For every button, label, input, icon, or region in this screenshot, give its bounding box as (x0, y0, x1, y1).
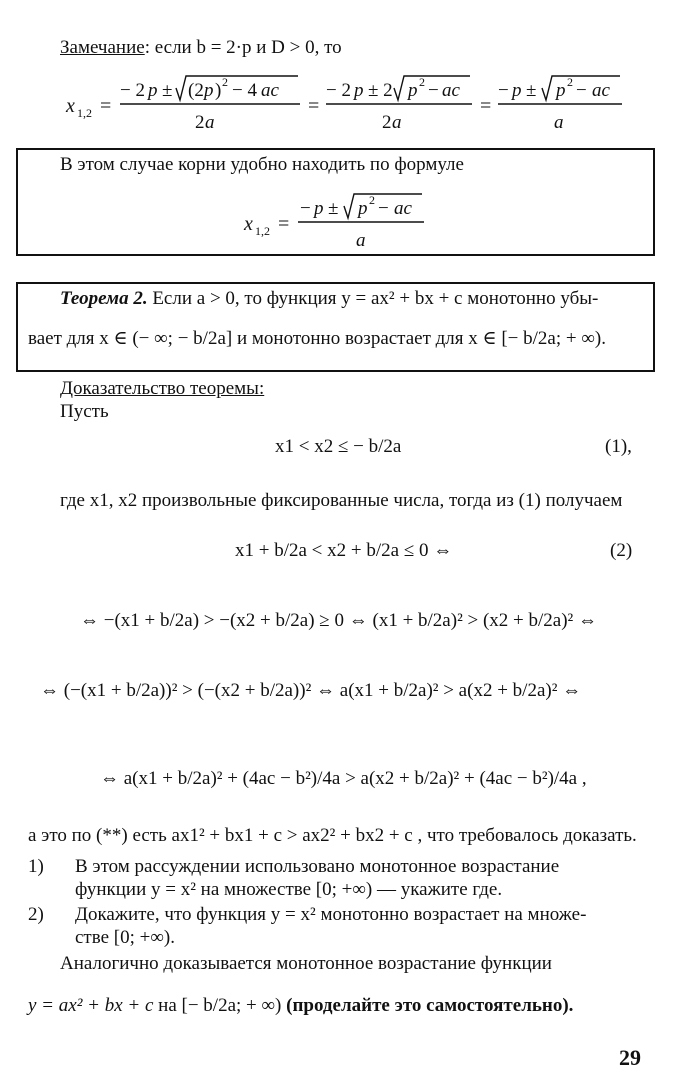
svg-text:−: − (300, 198, 311, 219)
task-2-line-2: стве [0; +∞). (75, 927, 175, 948)
proof-heading: Доказательство теоремы: (60, 378, 265, 399)
equation-2: x1 + b/2a < x2 + b/2a ≤ 0 ⇔ (235, 540, 453, 561)
svg-text:−: − (498, 80, 509, 101)
svg-text:p: p (204, 80, 214, 101)
svg-text:− 2: − 2 (120, 80, 145, 101)
svg-text:−: − (428, 80, 439, 101)
theorem-line2b: и монотонно возрастает для x ∈ [− b/2a; + ∞). (232, 328, 606, 349)
svg-text:p: p (354, 80, 364, 101)
theorem-line-1 (60, 288, 598, 310)
svg-text:− 2: − 2 (326, 80, 351, 101)
proof-where: где x1, x2 произвольные фиксированные числа, тогда из (1) получаем (60, 490, 623, 511)
svg-text:(2: (2 (188, 80, 204, 101)
task-1-line-2: функции y = x² на множестве [0; +∞) — укажите где. (75, 879, 503, 900)
svg-text:2: 2 (419, 75, 425, 89)
similarly-function: y = ax² + bx + c (28, 995, 154, 1016)
task-1-line-1: В этом рассуждении использовано монотонное возрастание (75, 856, 560, 877)
svg-text:2: 2 (369, 193, 375, 207)
svg-text:±: ± (162, 80, 173, 101)
svg-text:p: p (556, 80, 566, 101)
theorem-line1-text: Если a > 0, то функция y = ax² + bx + c монотонно убы- (147, 288, 599, 309)
svg-text:−: − (576, 80, 587, 101)
similarly-line-2 (28, 995, 573, 1017)
theorem-line-2 (28, 328, 606, 350)
svg-text:p: p (148, 80, 158, 101)
svg-text:±: ± (328, 198, 339, 219)
similarly-line-1: Аналогично доказывается монотонное возрастание функции (60, 953, 552, 974)
chain-1: ⇔ −(x1 + b/2a) > −(x2 + b/2a) ≥ 0 ⇔ (x1 + b/2a)² > (x2 + b/2a)² ⇔ (80, 610, 598, 631)
svg-text:x: x (66, 95, 75, 117)
svg-text:=: = (308, 95, 320, 117)
svg-text:2: 2 (382, 112, 392, 133)
svg-text:p: p (314, 198, 324, 219)
task-1-number: 1) (28, 856, 44, 877)
proof-conclusion: а это по (**) есть ax1² + bx1 + c > ax2² + bx2 + c , что требовалось доказать. (28, 825, 637, 846)
svg-text:± 2: ± 2 (368, 80, 393, 101)
svg-text:ac: ac (394, 198, 412, 219)
svg-text:2: 2 (567, 75, 573, 89)
svg-text:a: a (554, 112, 564, 133)
box-text: В этом случае корни удобно находить по формуле (60, 154, 464, 175)
similarly-interval: [− b/2a; + ∞) (181, 995, 282, 1016)
svg-text:− 4: − 4 (232, 80, 257, 101)
svg-text:2: 2 (195, 112, 205, 133)
svg-text:p: p (408, 80, 418, 101)
theorem-line2a: вает для x ∈ (− ∞; − b/2a] (28, 328, 233, 349)
formula-roots-general (60, 68, 660, 138)
svg-text:a: a (205, 112, 215, 133)
svg-text:−: − (378, 198, 389, 219)
svg-text:ac: ac (592, 80, 610, 101)
task-2-line-1: Докажите, что функция y = x² монотонно возрастает на множе- (75, 904, 587, 925)
svg-text:): ) (215, 80, 222, 101)
page-number: 29 (619, 1045, 641, 1070)
similarly-on: на (158, 995, 177, 1016)
svg-text:=: = (278, 213, 290, 235)
proof-let: Пусть (60, 401, 109, 422)
svg-text:x: x (244, 213, 253, 235)
svg-text:=: = (480, 95, 492, 117)
svg-text:ac: ac (261, 80, 279, 101)
similarly-rest: (проделайте это самостоятельно). (286, 995, 574, 1016)
remark-label: Замечание (60, 37, 145, 58)
equation-1: x1 < x2 ≤ − b/2a (275, 436, 402, 457)
svg-text:ac: ac (442, 80, 460, 101)
svg-text:a: a (392, 112, 402, 133)
svg-text:2: 2 (222, 75, 228, 89)
remark-line (60, 37, 342, 59)
theorem-title: Теорема 2. (60, 288, 148, 309)
svg-text:1,2: 1,2 (77, 106, 92, 120)
svg-text:a: a (356, 230, 366, 251)
equation-1-tag: (1), (605, 436, 632, 457)
svg-text:±: ± (526, 80, 537, 101)
formula-roots-reduced (240, 192, 480, 252)
svg-text:p: p (512, 80, 522, 101)
chain-2: ⇔ (−(x1 + b/2a))² > (−(x2 + b/2a))² ⇔ a(x1 + b/2a)² > a(x2 + b/2a)² ⇔ (40, 680, 582, 701)
svg-text:p: p (358, 198, 368, 219)
svg-text:=: = (100, 95, 112, 117)
chain-3: ⇔ a(x1 + b/2a)² + (4ac − b²)/4a > a(x2 + b/2a)² + (4ac − b²)/4a , (100, 768, 587, 789)
remark-text: : если b = 2·p и D > 0, то (144, 37, 342, 58)
task-2-number: 2) (28, 904, 44, 925)
equation-2-tag: (2) (610, 540, 633, 561)
svg-text:1,2: 1,2 (255, 224, 270, 238)
